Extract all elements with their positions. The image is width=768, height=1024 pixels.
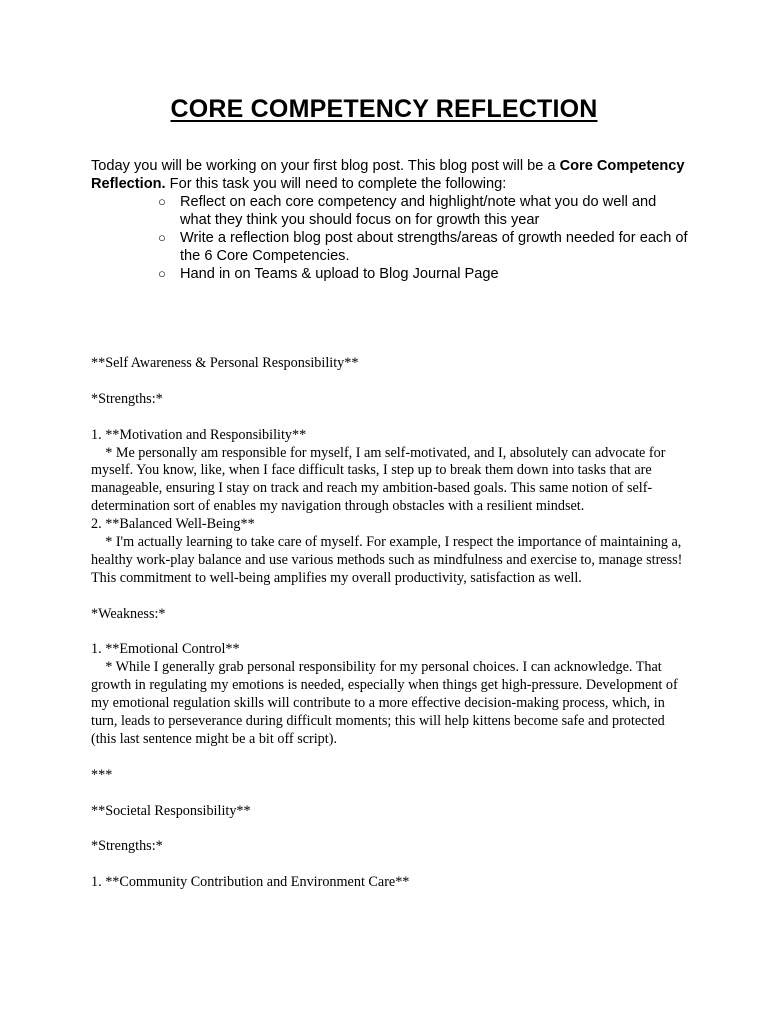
task-list-item — [91, 265, 691, 283]
intro-paragraph — [91, 157, 691, 193]
item-heading: 1. **Community Contribution and Environment Care** — [91, 874, 410, 891]
item-heading: 1. **Motivation and Responsibility** — [91, 426, 307, 443]
subheading-weakness: *Weakness:* — [91, 605, 166, 622]
blank-line — [91, 409, 691, 427]
subheading-strengths: *Strengths:* — [91, 390, 163, 407]
hollow-circle-bullet-icon: ○ — [158, 266, 166, 281]
intro-text-after: For this task you will need to complete the following: — [165, 176, 507, 192]
hollow-circle-bullet-icon: ○ — [158, 194, 166, 209]
blank-line — [91, 856, 691, 874]
intro-text-before: Today you will be working on your first blog post. This blog post will be a — [91, 158, 560, 174]
hollow-circle-bullet-icon: ○ — [158, 230, 166, 245]
blank-line — [91, 373, 691, 391]
reflection-body — [91, 355, 691, 892]
item-paragraph: * I'm actually learning to take care of myself. For example, I respect the importance of maintaining a, healthy work-play balance and use various methods such as mindfulness and exercise to, manage stress! This commitment to well-being amplifies my overall productivity, satisfaction as well. — [91, 534, 686, 586]
item-heading: 2. **Balanced Well-Being** — [91, 516, 255, 533]
task-text: Reflect on each core competency and highlight/note what you do well and what they think you should focus on for growth this year — [180, 194, 657, 228]
task-list-item — [91, 193, 691, 229]
page-title — [0, 92, 768, 126]
task-text: Hand in on Teams & upload to Blog Journal Page — [180, 266, 499, 282]
item-paragraph: * While I generally grab personal responsibility for my personal choices. I can acknowledge. That growth in regulating my emotions is needed, especially when things get high-pressure. Development of my emotional regulation skills will contribute to a more effective decision-making process, which, in turn, leads to perseverance during difficult moments; this will help kittens become safe and protected (this last sentence might be a bit off script). — [91, 659, 682, 747]
intro-bold-phrase: Core Competency Reflection. — [91, 158, 685, 192]
page-title-text: CORE COMPETENCY REFLECTION — [170, 95, 598, 123]
item-heading: 1. **Emotional Control** — [91, 641, 240, 658]
task-list-item — [91, 229, 691, 265]
subheading-strengths: *Strengths:* — [91, 838, 163, 855]
blank-line — [91, 749, 691, 767]
section-heading: **Self Awareness & Personal Responsibility** — [91, 355, 359, 371]
intro-section — [91, 157, 691, 283]
blank-line — [91, 820, 691, 838]
blank-line — [91, 785, 691, 803]
section-heading: **Societal Responsibility** — [91, 802, 251, 819]
item-paragraph: * Me personally am responsible for myself, I am self-motivated, and I, absolutely can advocate for myself. You know, like, when I face difficult tasks, I step up to break them down into tasks that are manageable, ensuring I stay on track and reach my ambition-based goals. This same notion of self-determination sort of enables my navigation through obstacles with a resilient mindset. — [91, 444, 669, 515]
blank-line — [91, 624, 691, 642]
blank-line — [91, 588, 691, 606]
task-text: Write a reflection blog post about strengths/areas of growth needed for each of the 6 Core Competencies. — [180, 230, 688, 264]
task-list — [91, 193, 691, 283]
section-divider: *** — [91, 766, 113, 783]
